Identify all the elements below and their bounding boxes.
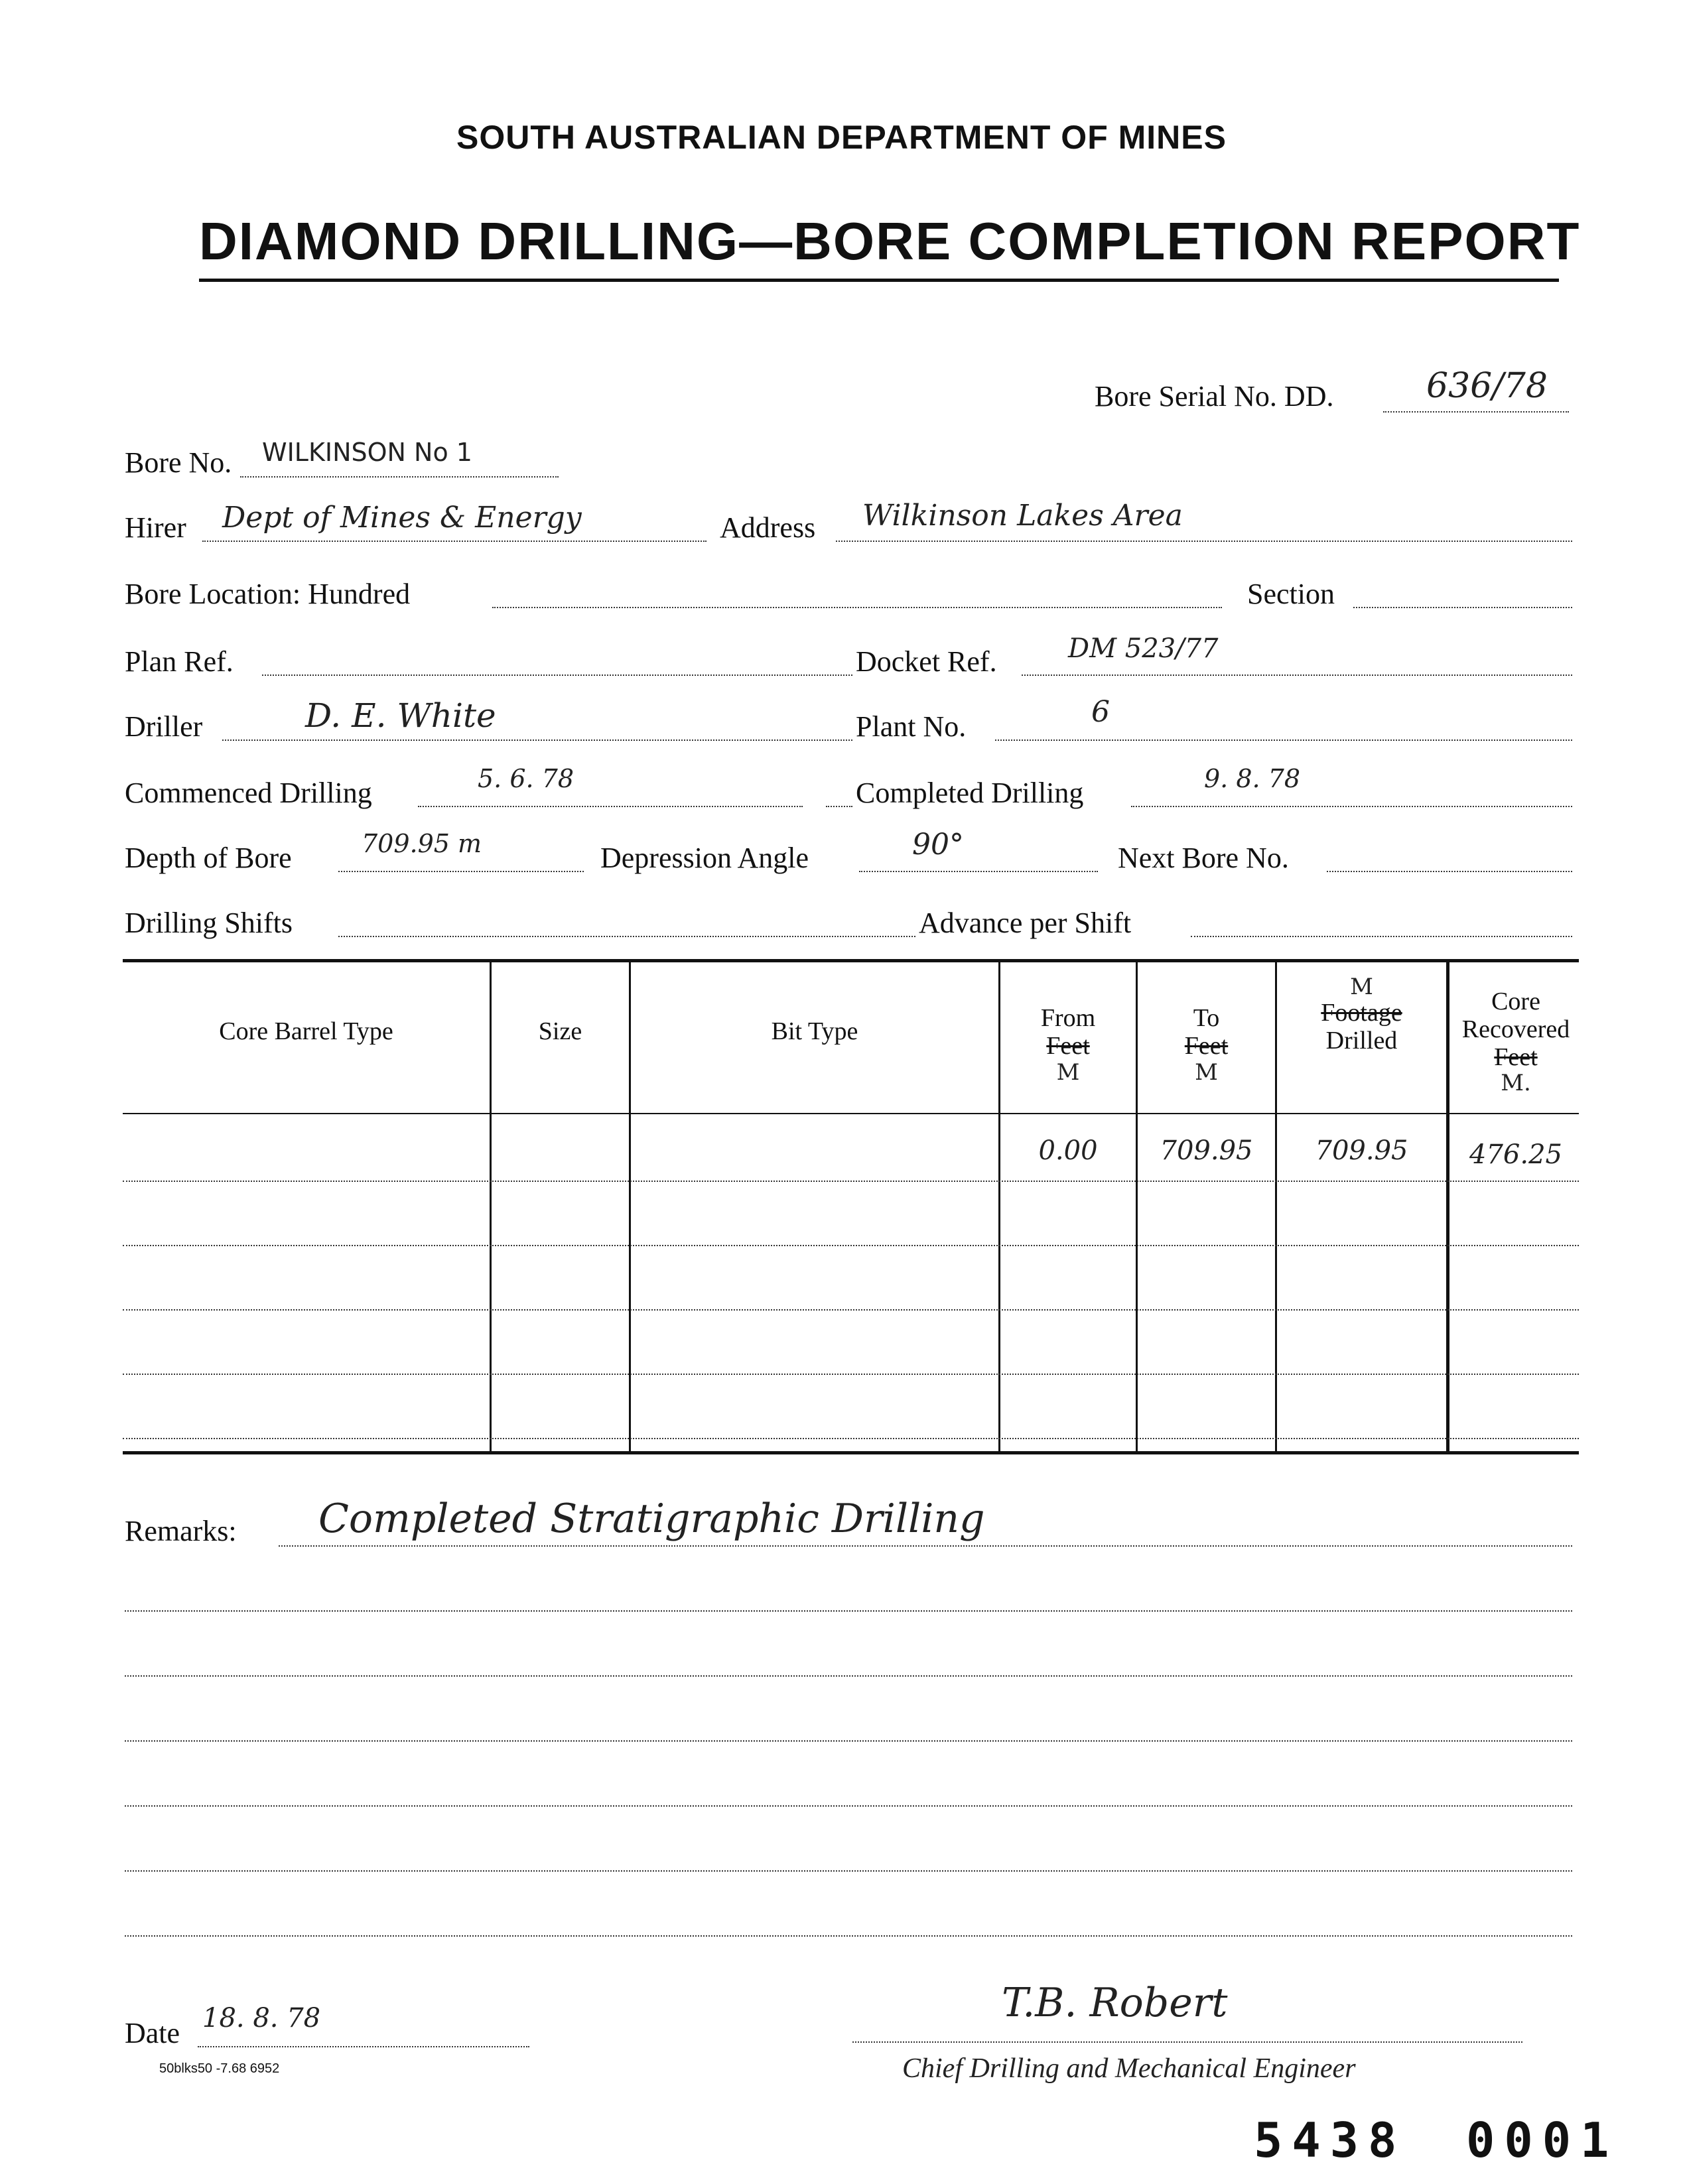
date-line <box>198 2046 529 2047</box>
date-value: 18. 8. 78 <box>202 2003 321 2033</box>
driller-value: D. E. White <box>305 696 496 735</box>
table-row-line <box>123 1245 1579 1246</box>
header-drilled-label: Drilled <box>1325 1027 1398 1055</box>
shifts-line <box>338 936 915 937</box>
header-footage-unit: M <box>1350 974 1373 1000</box>
plant-no-line <box>995 739 1572 741</box>
next-bore-label: Next Bore No. <box>1118 842 1289 874</box>
date-label: Date <box>125 2017 180 2049</box>
bore-serial-label: Bore Serial No. DD. <box>1095 380 1334 413</box>
header-from-label: From <box>1040 1004 1096 1032</box>
completed-lead-line <box>826 806 852 807</box>
remarks-line <box>125 1805 1572 1807</box>
header-core-label: Core <box>1491 988 1540 1015</box>
table-row-line <box>123 1309 1579 1311</box>
section-label: Section <box>1247 578 1335 610</box>
table-row-line <box>123 1181 1579 1182</box>
driller-line <box>222 739 852 741</box>
header-to-label: To <box>1193 1004 1220 1032</box>
depth-label: Depth of Bore <box>125 842 292 874</box>
table-row-line <box>123 1438 1579 1439</box>
signature-line <box>852 2041 1522 2043</box>
bore-no-line <box>240 476 559 478</box>
header-to-unit: M <box>1195 1059 1218 1086</box>
remarks-line <box>125 1610 1572 1612</box>
next-bore-line <box>1327 871 1572 872</box>
cell-recovered: 476.25 <box>1469 1139 1562 1170</box>
hirer-value: Dept of Mines & Energy <box>222 501 582 535</box>
depression-line <box>859 871 1098 872</box>
department-heading: SOUTH AUSTRALIAN DEPARTMENT OF MINES <box>456 119 1227 156</box>
plan-ref-label: Plan Ref. <box>125 645 234 678</box>
remarks-line <box>125 1935 1572 1937</box>
driller-label: Driller <box>125 710 203 743</box>
hirer-label: Hirer <box>125 511 186 544</box>
header-core-barrel-type: Core Barrel Type <box>219 1017 393 1045</box>
page-number: 0001 <box>1466 2112 1619 2168</box>
advance-label: Advance per Shift <box>919 907 1132 939</box>
remarks-line <box>125 1675 1572 1677</box>
address-value: Wilkinson Lakes Area <box>862 499 1183 533</box>
header-footage-drilled <box>1277 975 1446 1055</box>
bore-no-value: WILKINSON No 1 <box>262 438 472 467</box>
header-core-recovered <box>1449 988 1582 1096</box>
depth-value: 709.95 m <box>362 829 482 858</box>
bore-no-label: Bore No. <box>125 446 232 479</box>
commenced-value: 5. 6. 78 <box>478 764 574 793</box>
location-line <box>492 607 1222 608</box>
remarks-line <box>279 1545 1572 1547</box>
depression-value: 90° <box>912 828 964 862</box>
header-to-unit-struck: Feet <box>1184 1031 1229 1060</box>
header-bit-type: Bit Type <box>771 1017 858 1045</box>
shifts-label: Drilling Shifts <box>125 907 293 939</box>
location-label: Bore Location: Hundred <box>125 578 411 610</box>
completed-value: 9. 8. 78 <box>1204 764 1301 793</box>
commenced-line <box>418 806 803 807</box>
remarks-line <box>125 1740 1572 1742</box>
header-footage-struck: Footage <box>1321 999 1402 1027</box>
remarks-line <box>125 1870 1572 1872</box>
cell-drilled: 709.95 <box>1315 1135 1408 1166</box>
table-row-line <box>123 1374 1579 1375</box>
cell-from: 0.00 <box>1038 1135 1098 1166</box>
signature: T.B. Robert <box>1002 1980 1228 2026</box>
header-from <box>1000 1005 1136 1085</box>
hirer-line <box>202 541 707 542</box>
commenced-label: Commenced Drilling <box>125 777 372 809</box>
section-line <box>1353 607 1572 608</box>
document-number: 5438 <box>1254 2112 1406 2168</box>
advance-line <box>1191 936 1572 937</box>
table-bottom-rule <box>123 1451 1579 1454</box>
cell-to: 709.95 <box>1160 1135 1253 1166</box>
plant-no-label: Plant No. <box>856 710 967 743</box>
docket-ref-label: Docket Ref. <box>856 645 997 678</box>
depth-line <box>338 871 584 872</box>
print-code: 50blks50 -7.68 6952 <box>159 2061 280 2076</box>
title-underline <box>199 279 1559 282</box>
docket-ref-value: DM 523/77 <box>1068 633 1219 664</box>
bore-serial-line <box>1383 411 1569 413</box>
bore-serial-value: 636/78 <box>1426 366 1548 406</box>
header-to <box>1138 1005 1275 1085</box>
docket-ref-line <box>1022 674 1572 676</box>
header-from-unit-struck: Feet <box>1046 1031 1090 1060</box>
remarks-label: Remarks: <box>125 1515 237 1547</box>
plant-no-value: 6 <box>1091 695 1110 729</box>
table-header-rule <box>123 1113 1579 1114</box>
header-recovered-unit: M. <box>1501 1070 1531 1097</box>
completed-line <box>1131 806 1572 807</box>
header-from-unit: M <box>1056 1059 1080 1086</box>
header-recovered-label: Recovered <box>1461 1015 1570 1043</box>
table-top-rule <box>123 959 1579 962</box>
address-line <box>836 541 1572 542</box>
remarks-value: Completed Stratigraphic Drilling <box>318 1496 985 1542</box>
completed-label: Completed Drilling <box>856 777 1084 809</box>
report-title: DIAMOND DRILLING—BORE COMPLETION REPORT <box>199 212 1581 271</box>
header-size: Size <box>538 1017 582 1045</box>
plan-ref-line <box>262 674 852 676</box>
address-label: Address <box>720 511 816 544</box>
signatory-title: Chief Drilling and Mechanical Engineer <box>902 2053 1356 2084</box>
header-recovered-unit-struck: Feet <box>1494 1043 1538 1071</box>
depression-label: Depression Angle <box>600 842 809 874</box>
